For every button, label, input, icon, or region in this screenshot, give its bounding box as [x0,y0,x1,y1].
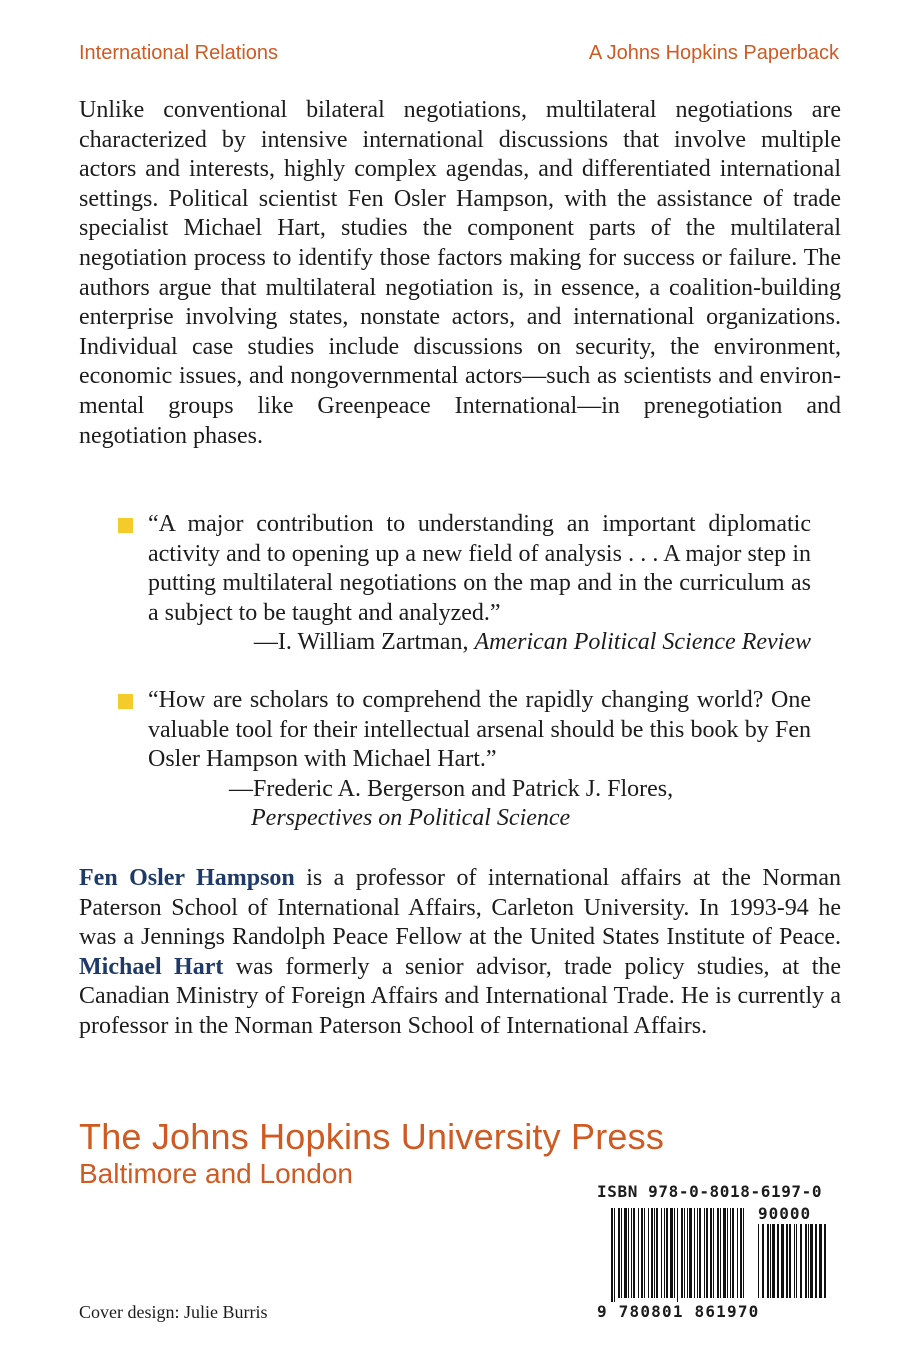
barcode-bar [654,1208,655,1298]
cover-credit: Cover design: Julie Burris [79,1302,268,1322]
book-description: Unlike conventional bilateral negotiations, multilateral negotiations are characterized by intensive international discussions that involve multiple actors and interests, highly complex agendas, and differentiated international settings. Political scientist Fen Osler Hampson, with the assistance of trade specialist Michael Hart, studies the component parts of the multilateral negotiation process to identify those factors making for success or failure. The authors argue that multilateral negotiation is, in essence, a coalition-building enterprise involving states, nonstate actors, and international organizations. Individual case studies include discussions on security, the environment, economic issues, and nongovernmental actors—such as scientists and environmental groups like Greenpeace International—in prenegotiation and negotiation phases. [79,97,841,449]
barcode-bar [628,1208,629,1298]
barcode-bar [706,1208,708,1298]
isbn-label: ISBN 978-0-8018-6197-0 [597,1182,823,1201]
barcode-bar [618,1208,620,1298]
barcode-bar [772,1224,775,1298]
barcode-bar [666,1208,668,1298]
publisher-name: The Johns Hopkins University Press [79,1116,665,1157]
quote-text: “How are scholars to comprehend the rapidly changing world? One valuable tool for their intellectual arsenal should be this book by Fen Osler Hampson with Michael Hart.” [148,687,811,772]
barcode-bar [824,1224,826,1298]
barcode-bar [810,1224,813,1298]
barcode-bar [661,1208,662,1298]
barcode-bar [704,1208,705,1298]
quote-text: “A major contribution to understanding an important diplomatic activity and to opening up a new field of analysis . . . A major step in putting multilateral negotiations on the map and in the curriculum as a subject to be taught and analyzed.” [148,511,811,626]
barcode-bar [641,1208,643,1298]
square-bullet-icon [118,694,133,709]
barcode-bar [677,1208,678,1304]
barcode-bar [694,1208,695,1298]
barcode-bar [786,1224,788,1298]
barcode-bar [624,1208,627,1298]
price-code: 90000 [758,1204,812,1223]
ean-digits: 9 780801 861970 [597,1302,760,1321]
barcode-bar [762,1224,764,1298]
barcode-bar [644,1208,645,1298]
barcode-bar [670,1208,673,1298]
quote-author: —I. William Zartman, [253,629,475,655]
barcode-bar [614,1208,615,1304]
barcode-bar [674,1208,675,1298]
barcode-bar [805,1224,807,1298]
quote-author: —Frederic A. Bergerson and Patrick J. Flores, [229,775,674,802]
barcode-bar [770,1224,771,1298]
barcode-bar [723,1208,726,1298]
barcode-bar [727,1208,728,1298]
barcode-bar [648,1208,649,1298]
barcode-bar [740,1208,742,1298]
barcode-bar [732,1208,734,1298]
barcode-bar [633,1208,635,1298]
series-label: A Johns Hopkins Paperback [588,42,839,64]
barcode-bar [656,1208,658,1298]
barcode-bar [689,1208,692,1298]
barcode-bar [743,1208,744,1298]
barcode-bar [611,1208,613,1304]
square-bullet-icon [118,518,133,533]
barcode-bar [808,1224,809,1298]
barcode-bar [687,1208,688,1298]
publisher-city: Baltimore and London [79,1158,353,1189]
barcode-bar [664,1208,665,1298]
barcode-bar [815,1224,817,1298]
category-label: International Relations [79,42,279,64]
barcode-bar [713,1208,714,1298]
author-name: Michael Hart [79,953,224,980]
barcode-bar [651,1208,653,1298]
barcode-bar [777,1224,779,1298]
author-bio [79,864,841,1042]
barcode [597,1182,829,1328]
barcode-bar [638,1208,639,1298]
barcode-bar [758,1224,759,1298]
barcode-bar [631,1208,632,1298]
barcode-bar [684,1208,685,1298]
barcode-bar [767,1224,769,1298]
quote-attribution [148,628,811,658]
barcode-bar [737,1208,738,1298]
barcode-bar [681,1208,683,1298]
barcode-bar [781,1224,784,1298]
barcode-bar [794,1224,795,1298]
barcode-bar [796,1224,797,1298]
barcode-bar [789,1224,791,1298]
author-name: Fen Osler Hampson [79,865,295,891]
barcode-bar [710,1208,712,1298]
quote-source: Perspectives on Political Science [251,805,571,831]
barcode-bar [720,1208,721,1298]
bio-text: is a professor of international affairs at the Norman Paterson School of International Affairs, Carleton University. In 1993-94 he was a Jennings Randolph Peace Fellow at the United States Institute of Peace. [79,865,842,951]
barcode-bar [819,1224,822,1298]
barcode-bar [697,1208,698,1298]
review-quote [116,686,841,834]
review-quote [116,510,841,658]
barcode-bar [730,1208,731,1298]
bio-text: was formerly a senior advisor, trade policy studies, at the Canadian Ministry of Foreign Affairs and International Trade. He is currently a professor in the Norman Paterson School of International Affairs. [79,953,842,1039]
barcode-bar [717,1208,719,1298]
barcode-bar [621,1208,622,1298]
barcode-bar [699,1208,701,1298]
quote-source: American Political Science Review [474,629,811,655]
barcode-bar [800,1224,802,1298]
